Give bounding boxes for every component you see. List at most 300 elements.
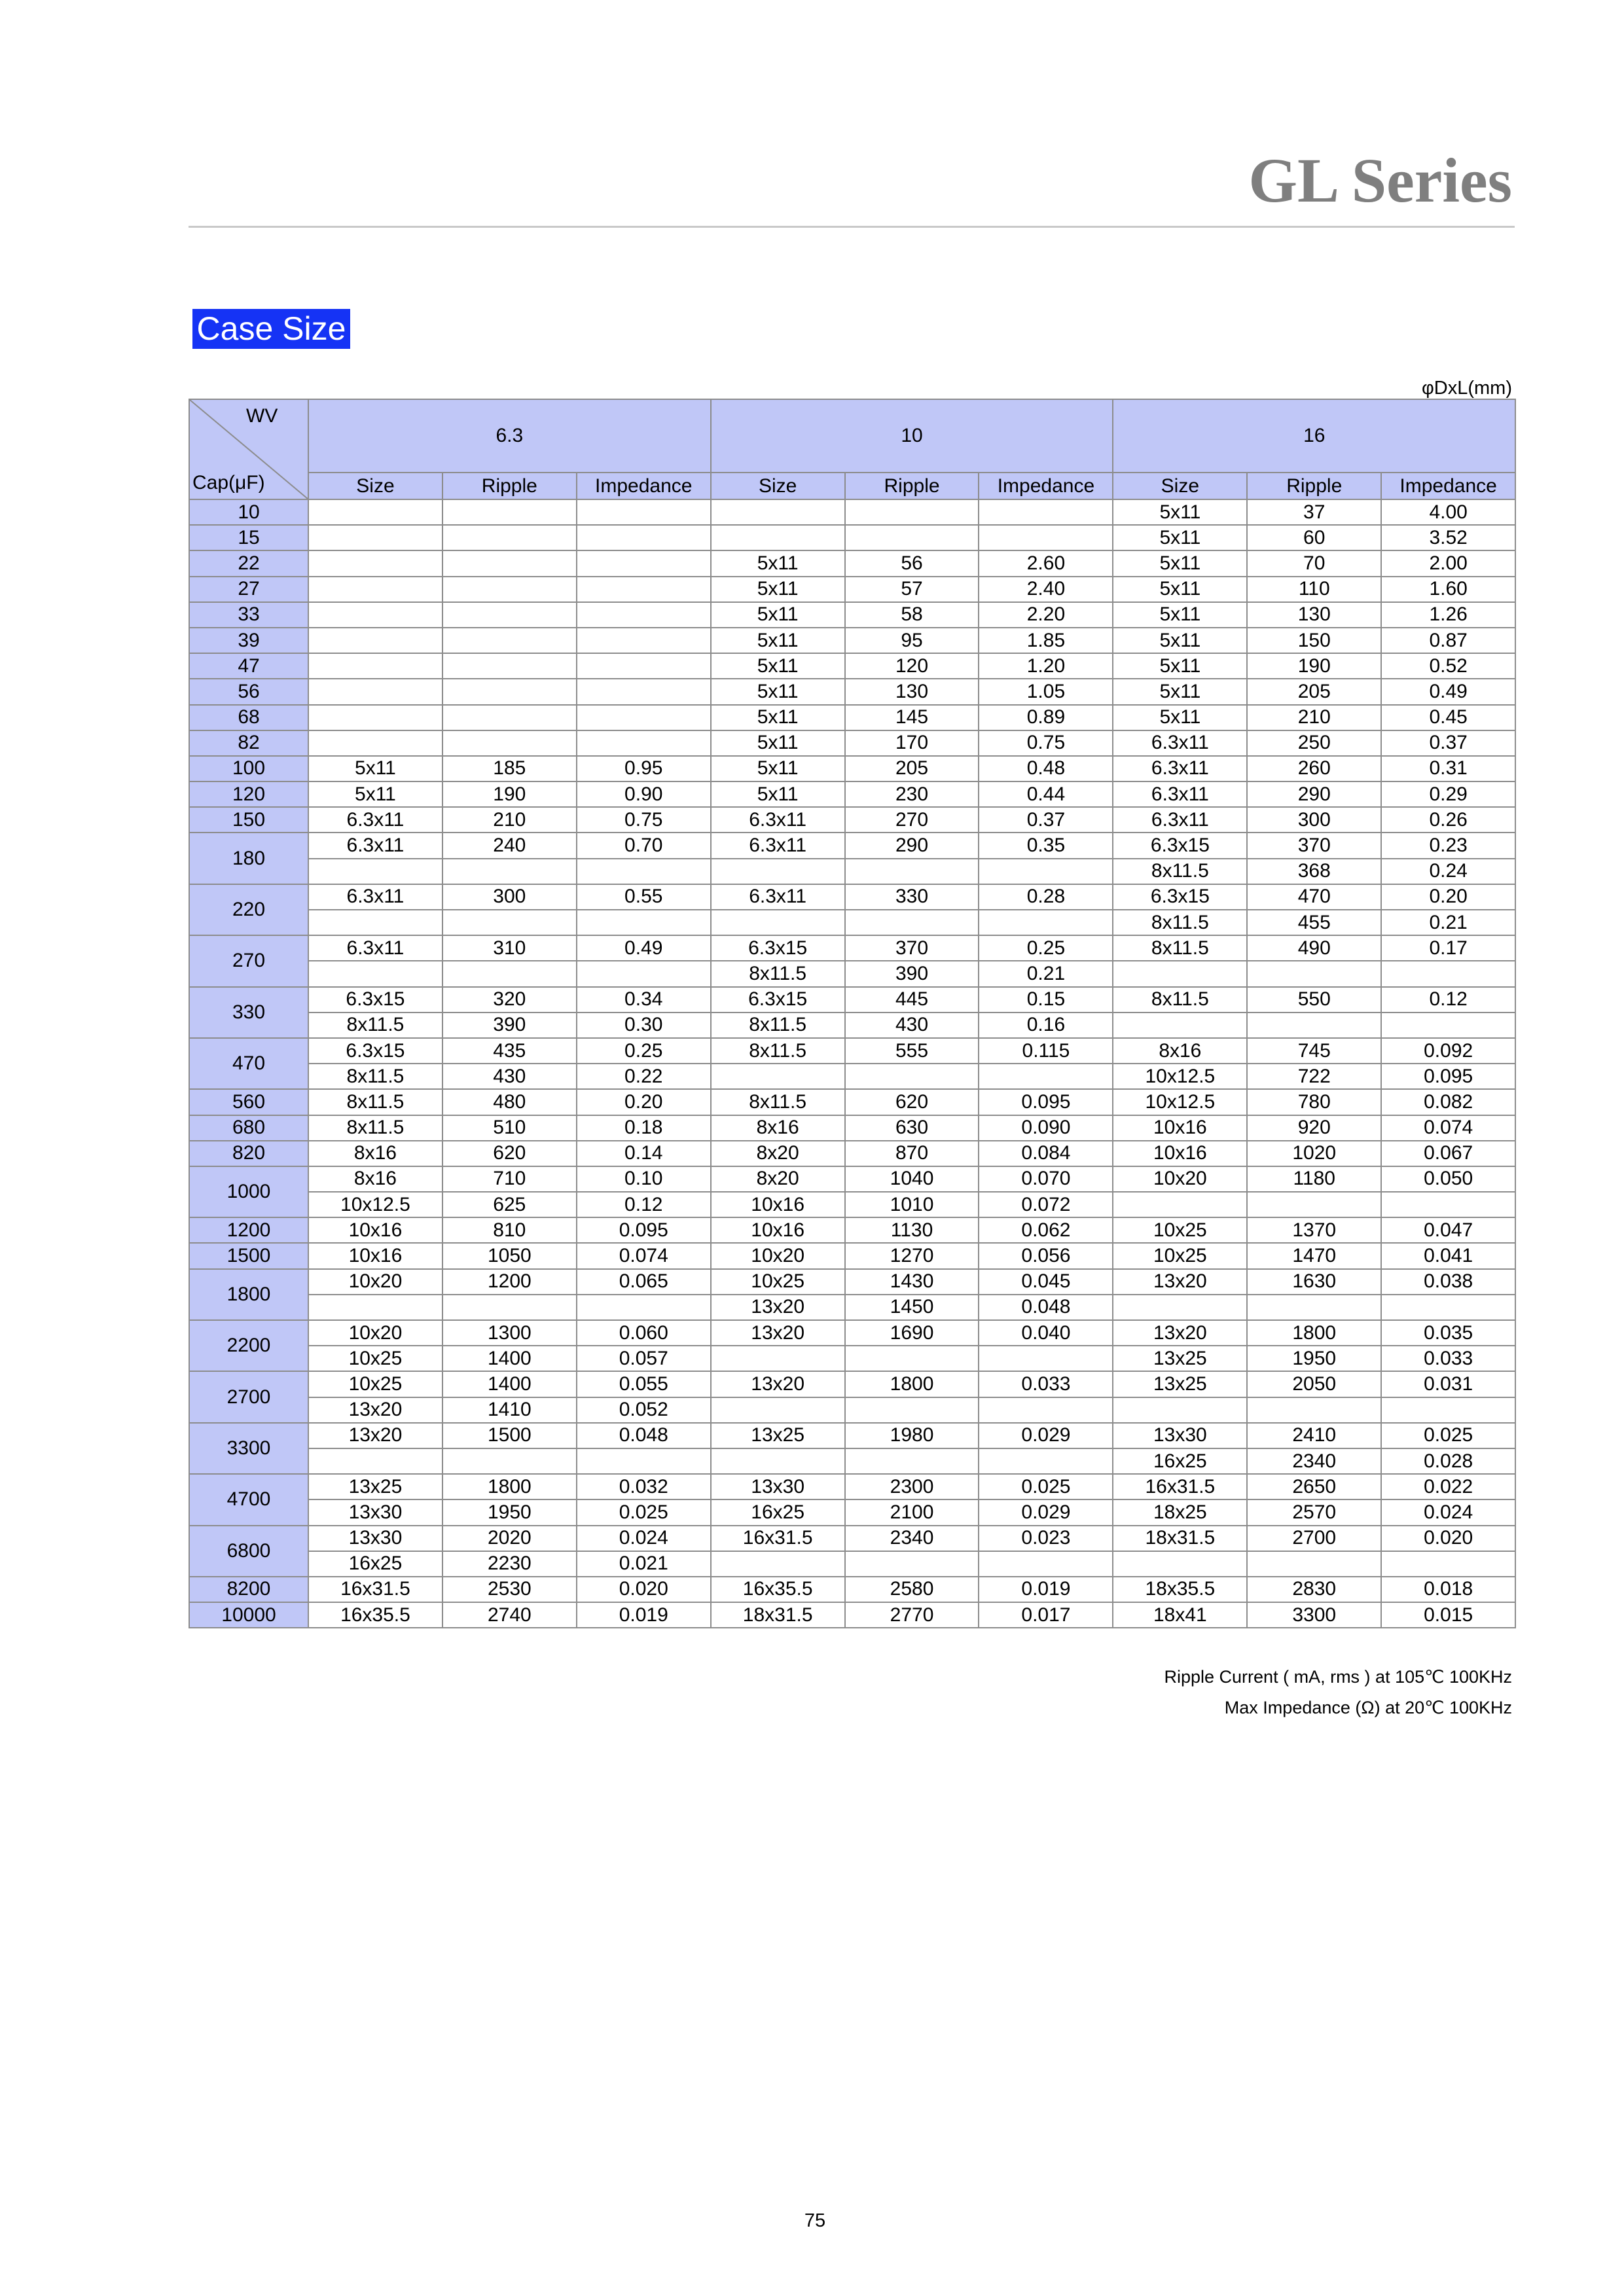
size-cell: 5x11: [1113, 602, 1247, 628]
impedance-cell: 0.033: [979, 1371, 1113, 1397]
impedance-cell: 1.05: [979, 679, 1113, 704]
impedance-cell: 0.10: [577, 1166, 711, 1192]
table-body: [189, 499, 1515, 1628]
size-cell: [308, 1295, 442, 1320]
ripple-cell: 185: [442, 756, 577, 781]
size-cell: [308, 550, 442, 576]
page-number: 75: [804, 2210, 826, 2231]
ripple-cell: 290: [1247, 781, 1381, 807]
table-row: [189, 1526, 1515, 1551]
ripple-cell: 810: [442, 1217, 577, 1243]
case-size-table: [189, 399, 1516, 1628]
ripple-cell: 555: [845, 1038, 979, 1064]
ripple-cell: [442, 550, 577, 576]
size-cell: 6.3x15: [711, 987, 845, 1013]
size-cell: 10x25: [1113, 1217, 1247, 1243]
capacitance-label: Cap(μF): [192, 472, 265, 493]
size-cell: 5x11: [711, 550, 845, 576]
size-cell: [308, 910, 442, 935]
capacitance-cell: 1000: [189, 1166, 308, 1217]
size-cell: 18x31.5: [711, 1602, 845, 1628]
impedance-cell: 0.060: [577, 1320, 711, 1346]
sub-header-row: [189, 473, 1515, 499]
impedance-cell: 0.45: [1381, 705, 1515, 730]
ripple-cell: 1040: [845, 1166, 979, 1192]
ripple-cell: 1980: [845, 1423, 979, 1448]
impedance-cell: [577, 628, 711, 653]
size-cell: 18x41: [1113, 1602, 1247, 1628]
size-cell: [308, 1448, 442, 1474]
ripple-cell: 70: [1247, 550, 1381, 576]
capacitance-cell: 1800: [189, 1269, 308, 1320]
impedance-cell: [979, 1551, 1113, 1577]
ripple-cell: 510: [442, 1115, 577, 1141]
ripple-cell: 1050: [442, 1243, 577, 1268]
impedance-cell: 0.057: [577, 1346, 711, 1371]
ripple-cell: [1247, 1295, 1381, 1320]
impedance-cell: [1381, 961, 1515, 986]
ripple-cell: 190: [1247, 653, 1381, 679]
size-cell: [711, 859, 845, 884]
ripple-cell: 95: [845, 628, 979, 653]
size-cell: 13x25: [1113, 1371, 1247, 1397]
table-row: [189, 1115, 1515, 1141]
table-row: [189, 1320, 1515, 1346]
size-cell: 16x25: [308, 1551, 442, 1577]
size-cell: [711, 1448, 845, 1474]
table-row: [189, 1269, 1515, 1295]
impedance-cell: 0.29: [1381, 781, 1515, 807]
ripple-cell: 630: [845, 1115, 979, 1141]
table-row: [189, 1397, 1515, 1423]
size-cell: 10x20: [308, 1320, 442, 1346]
ripple-cell: 210: [1247, 705, 1381, 730]
impedance-cell: 0.074: [1381, 1115, 1515, 1141]
impedance-cell: [577, 499, 711, 525]
ripple-cell: 300: [442, 884, 577, 910]
impedance-cell: 0.041: [1381, 1243, 1515, 1268]
size-cell: 5x11: [1113, 577, 1247, 602]
ripple-cell: 2230: [442, 1551, 577, 1577]
table-row: [189, 602, 1515, 628]
ripple-cell: 320: [442, 987, 577, 1013]
table-row: [189, 1192, 1515, 1217]
impedance-cell: 0.038: [1381, 1269, 1515, 1295]
ripple-cell: [845, 1064, 979, 1089]
voltage-header-6-3: 6.3: [308, 399, 711, 473]
impedance-cell: [979, 1397, 1113, 1423]
size-cell: 8x11.5: [1113, 935, 1247, 961]
table-row: [189, 1038, 1515, 1064]
impedance-cell: [577, 1448, 711, 1474]
size-cell: 13x30: [711, 1474, 845, 1499]
ripple-cell: [845, 1346, 979, 1371]
size-cell: 13x20: [711, 1295, 845, 1320]
size-cell: 10x16: [1113, 1141, 1247, 1166]
ripple-cell: 430: [442, 1064, 577, 1089]
capacitance-cell: 15: [189, 525, 308, 550]
size-cell: 5x11: [1113, 679, 1247, 704]
voltage-header-16: 16: [1113, 399, 1515, 473]
ripple-cell: 2580: [845, 1577, 979, 1602]
capacitance-cell: 150: [189, 807, 308, 833]
capacitance-cell: 1500: [189, 1243, 308, 1268]
table-row: [189, 653, 1515, 679]
ripple-cell: 710: [442, 1166, 577, 1192]
impedance-cell: 0.25: [577, 1038, 711, 1064]
ripple-cell: 920: [1247, 1115, 1381, 1141]
ripple-cell: 1200: [442, 1269, 577, 1295]
ripple-cell: 490: [1247, 935, 1381, 961]
size-cell: [711, 910, 845, 935]
size-cell: 18x25: [1113, 1499, 1247, 1525]
impedance-cell: [577, 910, 711, 935]
impedance-cell: 0.17: [1381, 935, 1515, 961]
size-cell: 5x11: [711, 628, 845, 653]
impedance-cell: 0.033: [1381, 1346, 1515, 1371]
size-cell: 5x11: [1113, 628, 1247, 653]
impedance-cell: [1381, 1295, 1515, 1320]
impedance-cell: [577, 525, 711, 550]
impedance-cell: 0.031: [1381, 1371, 1515, 1397]
size-cell: 5x11: [711, 705, 845, 730]
ripple-cell: [442, 679, 577, 704]
size-cell: [308, 730, 442, 756]
impedance-cell: 0.44: [979, 781, 1113, 807]
table-row: [189, 499, 1515, 525]
impedance-cell: 0.024: [577, 1526, 711, 1551]
size-cell: [308, 961, 442, 986]
ripple-cell: [442, 961, 577, 986]
table-row: [189, 1243, 1515, 1268]
capacitance-cell: 82: [189, 730, 308, 756]
size-cell: 6.3x15: [711, 935, 845, 961]
size-cell: 8x16: [1113, 1038, 1247, 1064]
ripple-cell: 210: [442, 807, 577, 833]
size-cell: 16x35.5: [308, 1602, 442, 1628]
size-cell: 13x30: [308, 1499, 442, 1525]
size-cell: 8x11.5: [1113, 910, 1247, 935]
size-cell: 10x25: [1113, 1243, 1247, 1268]
ripple-cell: 170: [845, 730, 979, 756]
impedance-cell: 0.021: [577, 1551, 711, 1577]
impedance-cell: [577, 705, 711, 730]
ripple-cell: [1247, 1397, 1381, 1423]
ripple-cell: 120: [845, 653, 979, 679]
ripple-header: Ripple: [845, 473, 979, 499]
size-cell: 13x20: [308, 1397, 442, 1423]
ripple-cell: 390: [442, 1013, 577, 1038]
ripple-cell: 2410: [1247, 1423, 1381, 1448]
size-cell: 8x11.5: [711, 961, 845, 986]
wv-label: WV: [246, 405, 278, 427]
ripple-cell: [442, 628, 577, 653]
ripple-cell: 2050: [1247, 1371, 1381, 1397]
size-cell: 6.3x11: [308, 935, 442, 961]
size-cell: 5x11: [1113, 499, 1247, 525]
impedance-cell: 0.065: [577, 1269, 711, 1295]
ripple-cell: 2770: [845, 1602, 979, 1628]
ripple-cell: 110: [1247, 577, 1381, 602]
ripple-cell: 455: [1247, 910, 1381, 935]
impedance-cell: 2.20: [979, 602, 1113, 628]
capacitance-cell: 330: [189, 987, 308, 1038]
size-cell: [308, 602, 442, 628]
ripple-cell: 310: [442, 935, 577, 961]
impedance-header: Impedance: [577, 473, 711, 499]
size-cell: 6.3x11: [711, 807, 845, 833]
ripple-cell: 1370: [1247, 1217, 1381, 1243]
size-cell: 6.3x11: [308, 833, 442, 858]
ripple-cell: 1630: [1247, 1269, 1381, 1295]
ripple-cell: 205: [845, 756, 979, 781]
size-cell: 13x25: [1113, 1346, 1247, 1371]
ripple-cell: 1270: [845, 1243, 979, 1268]
impedance-cell: 0.30: [577, 1013, 711, 1038]
ripple-cell: [1247, 1192, 1381, 1217]
ripple-cell: 1450: [845, 1295, 979, 1320]
size-cell: [308, 653, 442, 679]
size-cell: 5x11: [711, 679, 845, 704]
impedance-cell: [979, 1448, 1113, 1474]
impedance-cell: 0.056: [979, 1243, 1113, 1268]
size-cell: 8x16: [308, 1141, 442, 1166]
ripple-cell: [1247, 961, 1381, 986]
impedance-cell: 0.062: [979, 1217, 1113, 1243]
impedance-cell: 0.75: [577, 807, 711, 833]
size-cell: 8x11.5: [308, 1115, 442, 1141]
ripple-cell: 2340: [1247, 1448, 1381, 1474]
ripple-cell: 722: [1247, 1064, 1381, 1089]
ripple-cell: 1950: [442, 1499, 577, 1525]
impedance-cell: 0.23: [1381, 833, 1515, 858]
capacitance-cell: 3300: [189, 1423, 308, 1474]
impedance-cell: 0.074: [577, 1243, 711, 1268]
size-cell: 13x25: [711, 1423, 845, 1448]
impedance-cell: [577, 679, 711, 704]
impedance-cell: 0.75: [979, 730, 1113, 756]
impedance-cell: 0.37: [979, 807, 1113, 833]
ripple-cell: [442, 602, 577, 628]
ripple-cell: 290: [845, 833, 979, 858]
size-cell: [1113, 1551, 1247, 1577]
size-cell: 6.3x11: [1113, 807, 1247, 833]
size-cell: 8x11.5: [1113, 987, 1247, 1013]
impedance-cell: 0.70: [577, 833, 711, 858]
impedance-cell: 0.025: [979, 1474, 1113, 1499]
impedance-cell: 0.020: [1381, 1526, 1515, 1551]
impedance-cell: [1381, 1551, 1515, 1577]
ripple-cell: 470: [1247, 884, 1381, 910]
capacitance-cell: 120: [189, 781, 308, 807]
ripple-cell: 58: [845, 602, 979, 628]
impedance-cell: 0.095: [1381, 1064, 1515, 1089]
size-cell: [711, 499, 845, 525]
capacitance-cell: 10: [189, 499, 308, 525]
size-cell: 8x11.5: [308, 1089, 442, 1115]
impedance-cell: 0.20: [577, 1089, 711, 1115]
impedance-cell: 0.95: [577, 756, 711, 781]
size-cell: 5x11: [711, 730, 845, 756]
size-cell: 13x25: [308, 1474, 442, 1499]
ripple-cell: [442, 730, 577, 756]
size-cell: 16x31.5: [1113, 1474, 1247, 1499]
table-row: [189, 833, 1515, 858]
table-row: [189, 550, 1515, 576]
impedance-cell: 0.025: [1381, 1423, 1515, 1448]
table-row: [189, 1448, 1515, 1474]
size-cell: 13x30: [1113, 1423, 1247, 1448]
size-cell: 10x20: [308, 1269, 442, 1295]
table-row: [189, 628, 1515, 653]
impedance-cell: [979, 1346, 1113, 1371]
ripple-cell: 435: [442, 1038, 577, 1064]
section-label: Case Size: [192, 309, 350, 349]
table-row: [189, 1013, 1515, 1038]
size-cell: 8x11.5: [711, 1089, 845, 1115]
series-title: GL Series: [1248, 145, 1512, 215]
ripple-cell: 390: [845, 961, 979, 986]
size-cell: 10x12.5: [1113, 1064, 1247, 1089]
ripple-cell: 870: [845, 1141, 979, 1166]
impedance-cell: 0.022: [1381, 1474, 1515, 1499]
capacitance-cell: 47: [189, 653, 308, 679]
size-cell: [711, 525, 845, 550]
size-cell: 6.3x15: [308, 987, 442, 1013]
table-row: [189, 910, 1515, 935]
impedance-cell: 0.48: [979, 756, 1113, 781]
impedance-cell: [577, 961, 711, 986]
impedance-cell: 0.067: [1381, 1141, 1515, 1166]
ripple-cell: 1400: [442, 1371, 577, 1397]
ripple-cell: 240: [442, 833, 577, 858]
ripple-cell: 2300: [845, 1474, 979, 1499]
impedance-cell: 0.048: [979, 1295, 1113, 1320]
impedance-cell: 3.52: [1381, 525, 1515, 550]
size-cell: [711, 1346, 845, 1371]
impedance-cell: 0.029: [979, 1423, 1113, 1448]
size-cell: [1113, 1397, 1247, 1423]
capacitance-cell: 2200: [189, 1320, 308, 1371]
size-cell: [308, 577, 442, 602]
ripple-cell: 1400: [442, 1346, 577, 1371]
table-row: [189, 987, 1515, 1013]
impedance-cell: 0.052: [577, 1397, 711, 1423]
impedance-cell: [577, 653, 711, 679]
impedance-cell: 0.87: [1381, 628, 1515, 653]
ripple-cell: [845, 499, 979, 525]
size-cell: 10x25: [308, 1346, 442, 1371]
ripple-cell: [845, 1397, 979, 1423]
impedance-cell: 0.21: [1381, 910, 1515, 935]
table-row: [189, 961, 1515, 986]
capacitance-cell: 180: [189, 833, 308, 884]
ripple-cell: [1247, 1551, 1381, 1577]
ripple-cell: 150: [1247, 628, 1381, 653]
ripple-cell: 2700: [1247, 1526, 1381, 1551]
impedance-cell: 0.24: [1381, 859, 1515, 884]
table-row: [189, 1346, 1515, 1371]
table-row: [189, 1217, 1515, 1243]
impedance-cell: 0.029: [979, 1499, 1113, 1525]
size-cell: 10x12.5: [1113, 1089, 1247, 1115]
table-row: [189, 1371, 1515, 1397]
impedance-cell: 0.028: [1381, 1448, 1515, 1474]
size-cell: 5x11: [711, 653, 845, 679]
impedance-cell: 2.60: [979, 550, 1113, 576]
impedance-cell: 0.019: [577, 1602, 711, 1628]
ripple-cell: 2830: [1247, 1577, 1381, 1602]
impedance-cell: [1381, 1013, 1515, 1038]
impedance-cell: 0.050: [1381, 1166, 1515, 1192]
ripple-cell: 2340: [845, 1526, 979, 1551]
size-cell: 13x20: [711, 1320, 845, 1346]
ripple-cell: 370: [1247, 833, 1381, 858]
capacitance-cell: 680: [189, 1115, 308, 1141]
ripple-cell: [845, 1448, 979, 1474]
impedance-cell: 0.55: [577, 884, 711, 910]
ripple-cell: 1410: [442, 1397, 577, 1423]
impedance-cell: 0.023: [979, 1526, 1113, 1551]
impedance-cell: 0.040: [979, 1320, 1113, 1346]
table-row: [189, 1551, 1515, 1577]
table-row: [189, 1141, 1515, 1166]
size-cell: [308, 679, 442, 704]
size-cell: 10x16: [308, 1217, 442, 1243]
size-cell: 6.3x11: [711, 884, 845, 910]
impedance-cell: 0.16: [979, 1013, 1113, 1038]
size-cell: [1113, 1295, 1247, 1320]
impedance-cell: 0.035: [1381, 1320, 1515, 1346]
impedance-cell: 0.35: [979, 833, 1113, 858]
ripple-cell: 2100: [845, 1499, 979, 1525]
capacitance-cell: 100: [189, 756, 308, 781]
size-cell: [1113, 1013, 1247, 1038]
impedance-cell: 0.12: [577, 1192, 711, 1217]
capacitance-cell: 56: [189, 679, 308, 704]
impedance-cell: 0.20: [1381, 884, 1515, 910]
size-cell: 16x35.5: [711, 1577, 845, 1602]
table-row: [189, 1602, 1515, 1628]
size-cell: 16x25: [1113, 1448, 1247, 1474]
ripple-cell: 145: [845, 705, 979, 730]
impedance-cell: 0.49: [577, 935, 711, 961]
size-cell: 8x11.5: [308, 1013, 442, 1038]
size-cell: 5x11: [711, 756, 845, 781]
size-cell: 13x20: [1113, 1320, 1247, 1346]
ripple-cell: 250: [1247, 730, 1381, 756]
ripple-cell: 2020: [442, 1526, 577, 1551]
ripple-cell: 430: [845, 1013, 979, 1038]
ripple-cell: [1247, 1013, 1381, 1038]
ripple-cell: [442, 1448, 577, 1474]
ripple-cell: 205: [1247, 679, 1381, 704]
capacitance-cell: 2700: [189, 1371, 308, 1422]
ripple-cell: 368: [1247, 859, 1381, 884]
size-cell: 6.3x15: [308, 1038, 442, 1064]
ripple-cell: 1950: [1247, 1346, 1381, 1371]
impedance-cell: 2.00: [1381, 550, 1515, 576]
capacitance-cell: 22: [189, 550, 308, 576]
impedance-cell: 0.095: [577, 1217, 711, 1243]
ripple-cell: 1800: [845, 1371, 979, 1397]
impedance-cell: 0.019: [979, 1577, 1113, 1602]
size-cell: 8x11.5: [711, 1038, 845, 1064]
impedance-cell: 0.045: [979, 1269, 1113, 1295]
size-cell: [1113, 961, 1247, 986]
ripple-cell: 1800: [1247, 1320, 1381, 1346]
ripple-cell: [442, 653, 577, 679]
